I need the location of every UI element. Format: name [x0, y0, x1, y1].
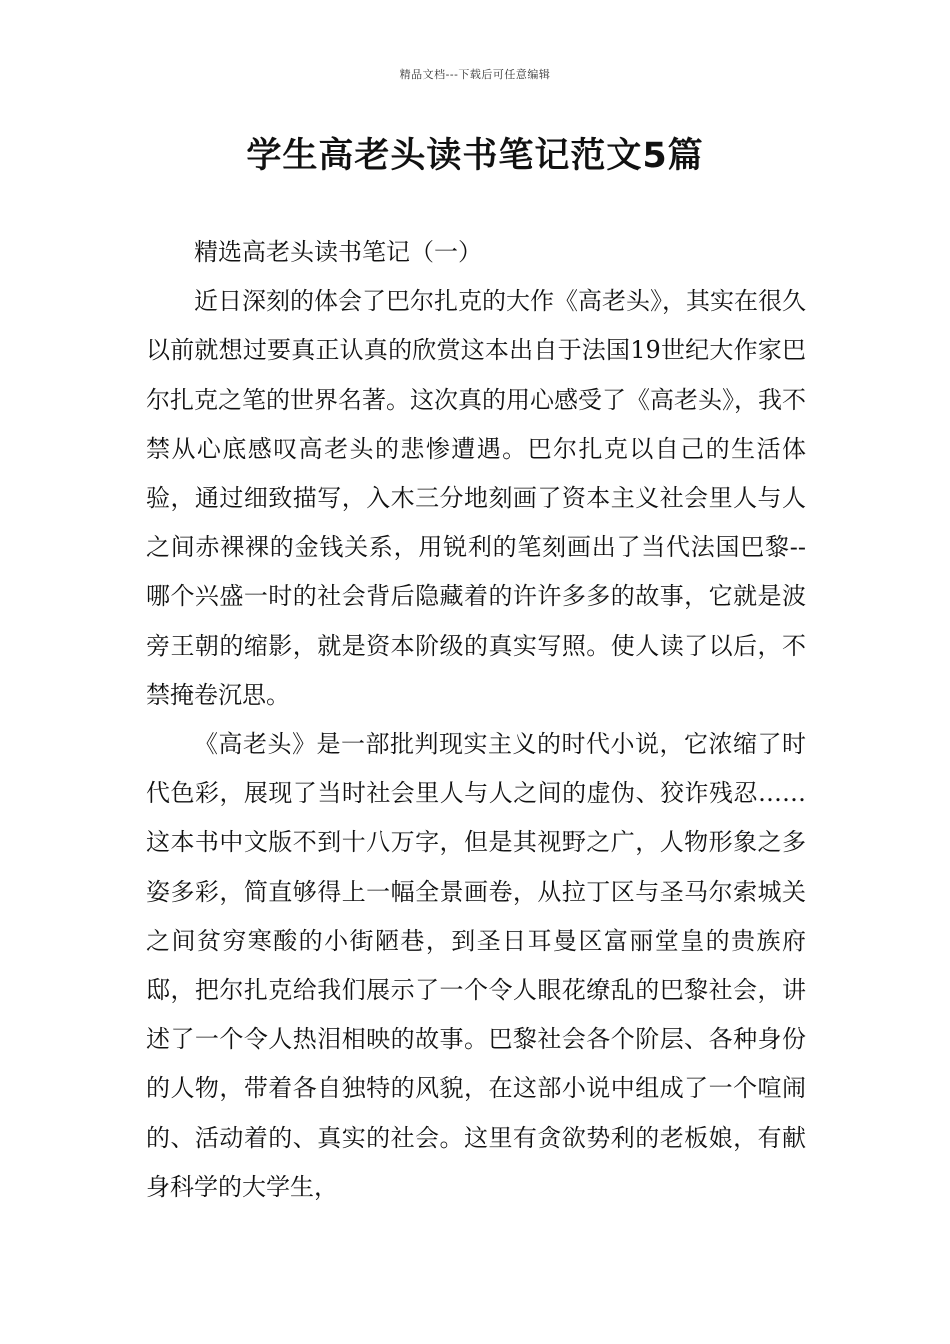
document-body [146, 228, 806, 1212]
paragraph-2: 《高老头》是一部批判现实主义的时代小说，它浓缩了时代色彩，展现了当时社会里人与人之间的虚伪、狡诈残忍……这本书中文版不到十八万字，但是其视野之广，人物形象之多姿多彩，简直够得上一幅全景画卷，从拉丁区与圣马尔索城关之间贫穷寒酸的小街陋巷，到圣日耳曼区富丽堂皇的贵族府邸，把尔扎克给我们展示了一个令人眼花缭乱的巴黎社会，讲述了一个令人热泪相映的故事。巴黎社会各个阶层、各种身份的人物，带着各自独特的风貌，在这部小说中组成了一个喧闹的、活动着的、真实的社会。这里有贪欲势利的老板娘，有献身科学的大学生， [146, 730, 806, 1201]
header-note: 精品文档---下载后可任意编辑 [399, 68, 551, 81]
paragraph-1: 近日深刻的体会了巴尔扎克的大作《高老头》，其实在很久以前就想过要真正认真的欣赏这本出自于法国19世纪大作家巴尔扎克之笔的世界名著。这次真的用心感受了《高老头》，我不禁从心底感叹高老头的悲惨遭遇。巴尔扎克以自己的生活体验，通过细致描写，入木三分地刻画了资本主义社会里人与人之间赤裸裸的金钱关系，用锐利的笔刻画出了当代法国巴黎--哪个兴盛一时的社会背后隐藏着的许许多多的故事，它就是波旁王朝的缩影，就是资本阶级的真实写照。使人读了以后，不禁掩卷沉思。 [146, 287, 806, 709]
section-heading: 精选高老头读书笔记（一） [194, 238, 482, 266]
document-title: 学生高老头读书笔记范文5篇 [246, 136, 704, 176]
